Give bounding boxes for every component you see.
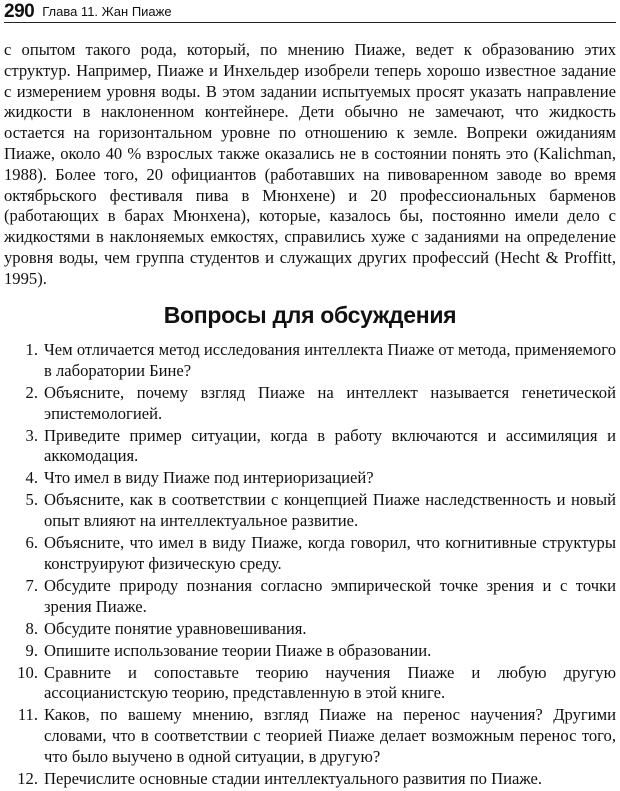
question-number: 2. — [25, 382, 38, 402]
question-item — [4, 533, 616, 575]
section-heading: Вопросы для обсуждения — [163, 302, 457, 328]
question-text: Перечислите основные стадии интеллектуального развития по Пиаже. — [44, 769, 543, 788]
question-item — [4, 426, 616, 468]
question-number: 3. — [25, 425, 38, 445]
question-text: Объясните, что имел в виду Пиаже, когда говорил, что когнитивные структуры конструируют физическую среду. — [44, 533, 616, 573]
question-item — [4, 705, 616, 767]
question-item — [4, 383, 616, 425]
question-text: Объясните, почему взгляд Пиаже на интеллект называется генетической эпистемологией. — [44, 382, 616, 423]
question-item — [4, 769, 616, 790]
question-item — [4, 641, 616, 662]
question-text: Сравните и сопоставьте теорию научения Пиаже и любую другую ассоцианистскую теорию, представленную в этой книге. — [44, 662, 616, 703]
question-number: 4. — [25, 468, 38, 488]
page-number: 290 — [4, 1, 35, 22]
running-header — [4, 0, 616, 23]
question-number: 9. — [25, 640, 38, 660]
question-text: Приведите пример ситуации, когда в работу включаются и ассимиляция и аккомодация. — [44, 425, 616, 466]
question-number: 8. — [25, 618, 38, 638]
question-text: Опишите использование теории Пиаже в образовании. — [44, 640, 432, 660]
question-text: Обсудите понятие уравновешивания. — [44, 618, 307, 638]
discussion-questions-list — [4, 340, 616, 791]
question-text: Чем отличается метод исследования интеллекта Пиаже от метода, применяемого в лаборатории Бине? — [44, 340, 616, 380]
question-text: Обсудите природу познания согласно эмпирической точке зрения и с точки зрения Пиаже. — [44, 575, 616, 616]
body-paragraph: с опытом такого рода, который, по мнению Пиаже, ведет к образованию этих структур. Например, Пиаже и Инхельдер изобрели теперь хорошо известное задание с измерением уровня воды. В этом задании испытуемых просят указать направление жидкости в наклоненном контейнере. Дети обычно не замечают, что жидкость остается на горизонтальном уровне по отношению к земле. Вопреки ожиданиям Пиаже, около 40 % взрослых также оказались не в состоянии понять это (Kalichman, 1988). Более того, 20 официантов (работавших на пивоваренном заводе во время октябрьского фестиваля пива в Мюнхене) и 20 профессиональных барменов (работающих в барах Мюнхена), которые, казалось бы, постоянно имели дело с жидкостями в наклоняемых емкостях, справились хуже с заданиями на определение уровня воды, чем группа студентов и служащих других профессий (Hecht & Proffitt, 1995). — [4, 40, 616, 288]
question-number: 1. — [25, 340, 38, 359]
question-item — [4, 468, 616, 489]
question-number: 6. — [25, 533, 38, 553]
question-number: 5. — [25, 490, 38, 510]
question-number: 11. — [17, 705, 38, 725]
question-text: Объясните, как в соответствии с концепцией Пиаже наследственность и новый опыт влияют на интеллектуальное развитие. — [44, 490, 616, 531]
question-text: Что имел в виду Пиаже под интериоризацией? — [44, 468, 374, 488]
question-number: 10. — [17, 662, 38, 682]
question-text: Каков, по вашему мнению, взгляд Пиаже на перенос научения? Другими словами, что в соответствии с теорией Пиаже делает возможным перенос того, что было выучено в одной ситуации, в другую? — [44, 705, 616, 767]
question-item — [4, 490, 616, 532]
question-number: 7. — [25, 575, 38, 595]
chapter-title: Глава 11. Жан Пиаже — [42, 4, 172, 19]
question-number: 12. — [17, 769, 38, 788]
question-item — [4, 619, 616, 640]
question-item — [4, 576, 616, 618]
question-item — [4, 340, 616, 382]
question-item — [4, 663, 616, 705]
